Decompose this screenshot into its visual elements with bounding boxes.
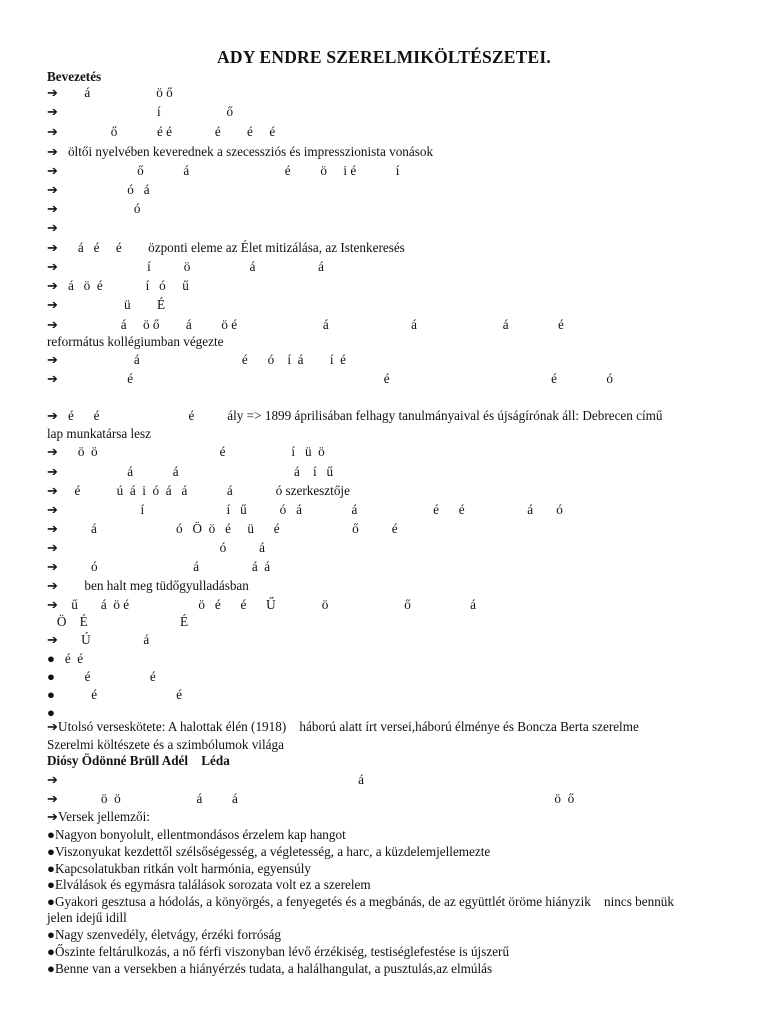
text-line: ➔ Ú á [47,632,150,647]
text-line: ●Őszinte feltárulkozás, a nő férfi viszonyban lévő érzékiség, testiséglefestése is újszerű [47,944,510,959]
text-line: ➔ í ő [47,104,234,119]
text-line: Szerelmi költészete és a szimbólumok világa [47,737,284,752]
text-line: ➔ á [47,772,364,787]
text-line: ●Nagy szenvedély, életvágy, érzéki forróság [47,927,281,942]
text-line: ➔ ó á [47,540,266,555]
text-line: ●Kapcsolatukban ritkán volt harmónia, egyensúly [47,861,311,876]
text-line: Ö É É [47,614,189,629]
text-line: ➔Versek jellemzői: [47,809,150,824]
text-line: ➔ á é ó í á í é [47,352,346,367]
text-line: jelen idejű idill [47,910,127,925]
text-line: ➔ ő á é ö i é í [47,163,400,178]
text-line: ➔ ben halt meg tüdőgyulladásban [47,578,249,593]
text-line: ➔ ü É [47,297,166,312]
text-line: ➔ é ú á i ó á á á ó szerkesztője [47,483,350,498]
text-line: ● é é [47,687,183,702]
text-line: ●Viszonyukat kezdettől szélsőségesség, a végletesség, a harc, a küzdelemjellemezte [47,844,491,859]
text-line: református kollégiumban végezte [47,334,224,349]
text-line: ● é é [47,651,84,666]
text-line: ➔ í ö á á [47,259,324,274]
text-line: ●Gyakori gesztusa a hódolás, a könyörgés, a fenyegetés és a megbánás, de az együttlét öröme hiányzik nincs bennük [47,894,674,909]
text-line: ➔ ó á [47,182,150,197]
text-line: ➔ á ö ő á ö é á á á é [47,317,564,332]
text-line: ➔ í í ű ó á á é é á ó [47,502,563,517]
text-line: ● [47,705,55,720]
text-line: ➔ ó [47,201,141,216]
text-line: ●Elválások és egymásra találások sorozata volt ez a szerelem [47,877,371,892]
text-line: ● é é [47,669,156,684]
text-line: ➔ á é é özponti eleme az Élet mitizálása, az Istenkeresés [47,240,405,255]
text-line: ➔ ű á ö é ö é é Ű ö ő á [47,597,476,612]
text-line: ➔ á ö é í ó ű [47,278,189,293]
text-line: ●Benne van a versekben a hiányérzés tudata, a halálhangulat, a pusztulás,az elmúlás [47,961,493,976]
text-line: ➔ ő é é é é é [47,124,276,139]
text-line: lap munkatársa lesz [47,426,151,441]
text-line: ➔ öltői nyelvében keverednek a szecessziós és impresszionista vonások [47,144,434,159]
text-line: ➔ [47,220,59,235]
text-line: ➔ á ö ő [47,85,173,100]
text-line: ➔Utolsó verseskötete: A halottak élén (1918) háború alatt írt versei,háború élménye és Boncza Berta szerelme [47,719,639,734]
section-heading: Diósy Ödönné Brüll Adél Léda [47,753,230,768]
text-line: ●Nagyon bonyolult, ellentmondásos érzelem kap hangot [47,827,346,842]
text-line: ➔ ó á á á [47,559,271,574]
text-line: ➔ á á á í ű [47,464,334,479]
text-line: ➔ é é é ó [47,371,613,386]
text-line: ➔ é é é ály => 1899 áprilisában felhagy tanulmányaival és újságírónak áll: Debrecen című [47,408,663,423]
text-line: ➔ ö ö á á ö ő [47,791,575,806]
text-line: ➔ ö ö é í ü ö [47,444,325,459]
text-line: ➔ á ó Ö ö é ü é ő é [47,521,398,536]
document-title: ADY ENDRE SZERELMIKÖLTÉSZETEI. [217,47,551,67]
section-heading: Bevezetés [47,69,102,84]
